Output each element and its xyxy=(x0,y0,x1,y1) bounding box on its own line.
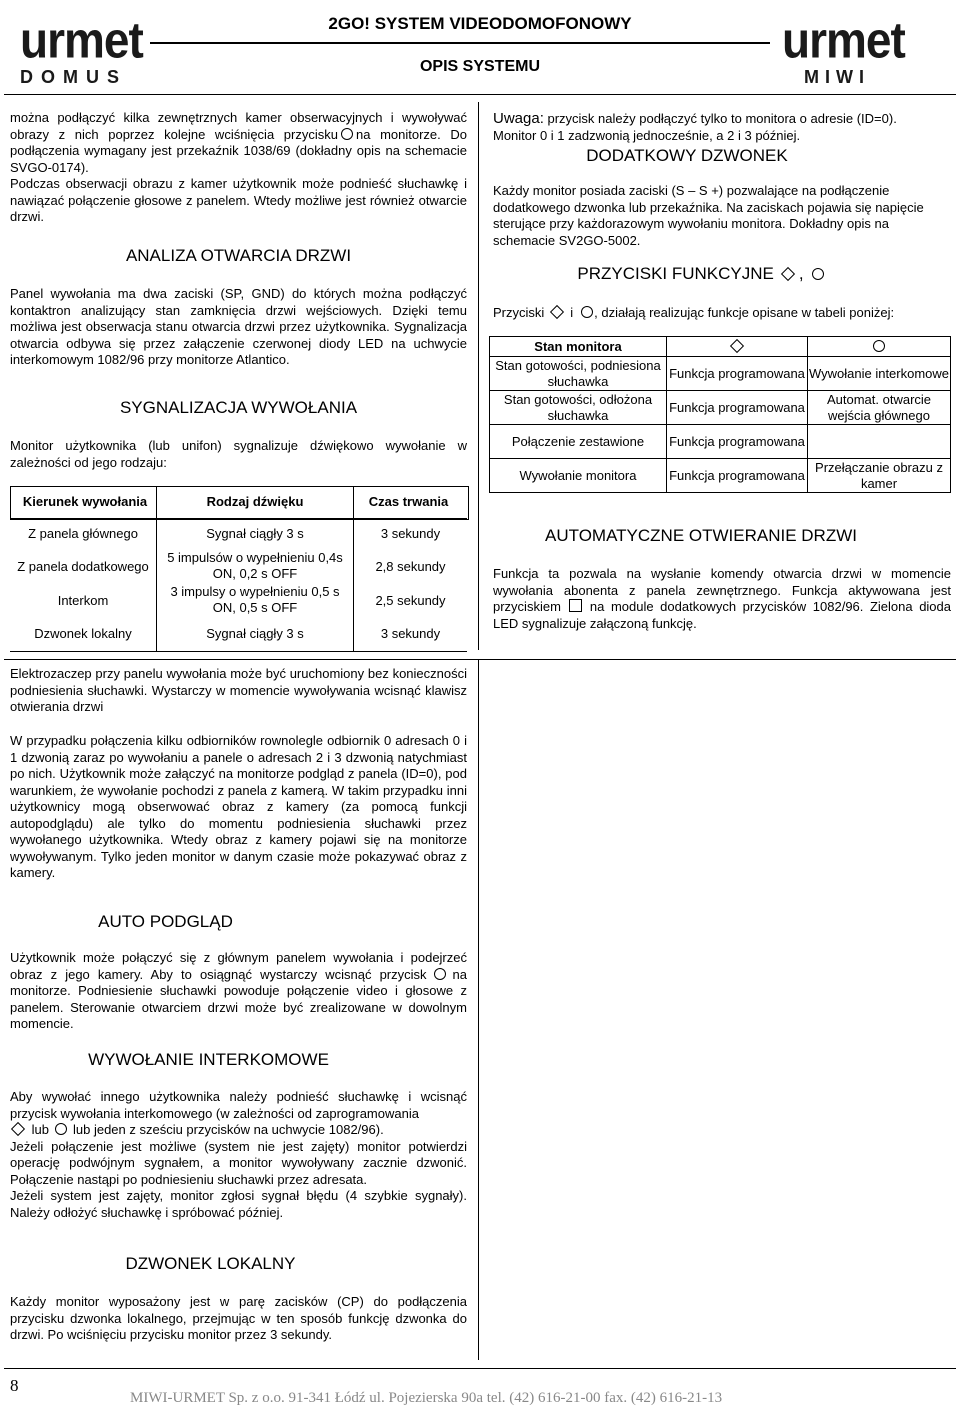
circle-button-icon xyxy=(812,268,824,280)
auto-paragraph xyxy=(10,950,467,1033)
uwaga-label: Uwaga: xyxy=(493,110,544,127)
elektro-text: Elektrozaczep przy panelu wywołania może być uruchomiony bez konieczności podniesienia słuchawki. Wystarczy w momencie wywoływania wcisnąć klawisz otwierania drzwi xyxy=(10,666,467,714)
circle-button-icon xyxy=(581,306,593,318)
sig-row1-col3: 3 sekundy xyxy=(380,526,441,541)
column-divider xyxy=(478,102,479,650)
heading-dzwonek xyxy=(10,1254,467,1274)
sig-row2-col3: 2,8 sekundy xyxy=(375,559,446,574)
sig-header-czas: Czas trwania xyxy=(368,494,449,509)
fn-row1-diamond: Funkcja programowana xyxy=(667,357,808,391)
fn-row3-circle xyxy=(808,425,951,459)
heading-interkom xyxy=(10,1050,467,1070)
auto-text-1: Użytkownik może połączyć się z głównym panelem wywołania i podejrzeć obraz z jego kamery. Aby to osiągnąć wystarczy wcisnąć przycisk xyxy=(10,950,467,982)
fn-row4-stan: Wywołanie monitora xyxy=(490,459,667,493)
page-subtitle: OPIS SYSTEMU xyxy=(419,58,541,75)
sig-row2-col2: 5 impulsów o wypełnieniu 0,4s ON, 0,2 s OFF xyxy=(167,550,343,581)
logo-left-sub: DOMUS xyxy=(20,67,127,87)
heading-auto-text: AUTO PODGLĄD xyxy=(98,912,233,931)
fn-row2-stan: Stan gotowości, odłożona słuchawka xyxy=(490,391,667,425)
przyciski-text-a: Przyciski xyxy=(493,305,545,320)
sig-rule xyxy=(10,518,467,519)
intro-paragraph xyxy=(10,110,467,226)
przyciski-i: i xyxy=(570,305,574,320)
intro-text-1: można podłączyć kilka zewnętrznych kamer obserwacyjnych i wywoływać obrazy z nich poprzez kolejne wciśnięcia przycisku xyxy=(10,110,467,142)
fn-header-stan: Stan monitora xyxy=(490,337,667,357)
heading-dodatkowy-text: DODATKOWY DZWONEK xyxy=(586,146,788,165)
footer-divider xyxy=(4,1368,956,1369)
automat-paragraph xyxy=(493,566,951,632)
inter-text-4: Jeżeli system jest zajęty, monitor zgłosi sygnał błędu (4 szybkie sygnały). Należy odłożyć słuchawkę i spróbować później. xyxy=(10,1188,467,1220)
function-table xyxy=(489,336,951,493)
fn-row4-diamond: Funkcja programowana xyxy=(667,459,808,493)
header-rule xyxy=(150,42,770,44)
dzwonek-text: Każdy monitor wyposażony jest w parę zacisków (CP) do podłączenia przycisku dzwonka lokalnego, przejmując w ten sposób funkcję dzwonka do drzwi. Po wciśnięciu przycisku monitor przez 3 sekundy. xyxy=(10,1294,467,1342)
fn-header-diamond xyxy=(667,337,808,357)
fn-row1-stan: Stan gotowości, podniesiona słuchawka xyxy=(490,357,667,391)
uwaga-paragraph xyxy=(493,111,951,144)
header-divider xyxy=(4,94,956,95)
heading-dodatkowy xyxy=(493,146,951,166)
diamond-button-icon xyxy=(550,305,564,319)
auto-text-2: na monitorze. Podniesienie słuchawki powoduje połączenie video i głosowe z panelem. Sterowanie otwarciem drzwi może być zrealizowane w dowolnym momencie. xyxy=(10,966,467,1031)
intro-text-3: Podczas obserwacji obrazu z kamer użytkownik może podnieść słuchawkę i nawiązać połączenie głosowe z panelem. Wtedy możliwe jest również otwarcie drzwi. xyxy=(10,176,467,224)
circle-button-icon xyxy=(873,340,885,352)
sig-header-rodzaj: Rodzaj dźwięku xyxy=(206,494,304,509)
fn-row4-circle: Przełączanie obrazu z kamer xyxy=(808,459,951,493)
urmet-miwi-logo xyxy=(782,11,905,88)
sig-row3-col2: 3 impulsy o wypełnieniu 0,5 s ON, 0,5 s OFF xyxy=(170,584,340,615)
square-button-icon xyxy=(569,599,582,612)
sig-row1-col1: Z panela głównego xyxy=(28,526,138,541)
circle-button-icon xyxy=(434,968,446,980)
heading-przyciski-text: PRZYCISKI FUNKCYJNE xyxy=(577,264,774,283)
column-divider-lower xyxy=(478,660,479,1360)
przyciski-text-b: , działają realizując funkcje opisane w tabeli poniżej: xyxy=(594,305,895,320)
sig-row3-col3: 2,5 sekundy xyxy=(375,593,446,608)
logo-right-word: urmet xyxy=(782,11,905,69)
heading-przyciski xyxy=(493,264,951,284)
sig-row2-col1: Z panela dodatkowego xyxy=(17,559,149,574)
heading-analiza: ANALIZA OTWARCIA DRZWI xyxy=(125,246,352,265)
sig-row3-col1: Interkom xyxy=(57,593,109,608)
sig-row4-col2: Sygnał ciągły 3 s xyxy=(206,626,304,641)
fn-row3-stan: Połączenie zestawione xyxy=(490,425,667,459)
sig-rule-bottom xyxy=(10,651,467,652)
mid-divider xyxy=(4,659,956,660)
automat-text-2: na module dodatkowych przycisków 1082/96. Zielona dioda LED sygnalizuje załączoną funkcję. xyxy=(493,599,951,631)
dodatkowy-paragraph xyxy=(493,183,951,249)
przyciski-paragraph xyxy=(493,305,951,322)
circle-button-icon xyxy=(55,1123,67,1135)
analiza-text: Panel wywołania ma dwa zaciski (SP, GND) do których można podłączyć kontaktron analizujący stan zamknięcia drzwi wejściowych. Dzięki temu możliwa jest obserwacja stanu otwarcia drzwi przez użytkownika. Sygnalizacja otwarcia odbywa się przez załączenie czerwonej diody LED na uchwycie interkomowym 1082/96 przy monitorze Atlantico. xyxy=(10,286,467,367)
diamond-button-icon xyxy=(730,338,744,352)
sygnal-paragraph xyxy=(10,438,467,471)
logo-left-word: urmet xyxy=(20,11,143,69)
analiza-paragraph xyxy=(10,286,467,369)
urmet-domus-logo xyxy=(20,11,143,88)
heading-interkom-text: WYWOŁANIE INTERKOMOWE xyxy=(88,1050,329,1069)
sig-row4-col1: Dzwonek lokalny xyxy=(34,626,132,641)
inter-text-2: lub jeden z sześciu przycisków na uchwycie 1082/96). xyxy=(72,1122,384,1137)
heading-automat-text: AUTOMATYCZNE OTWIERANIE DRZWI xyxy=(545,526,857,545)
inter-lub: lub xyxy=(31,1122,49,1137)
heading-sep: , xyxy=(798,264,804,283)
fn-row1-circle: Wywołanie interkomowe xyxy=(808,357,951,391)
intro-text-2: na monitorze. Do podłączenia wymagany jest przekaźnik 1038/69 (dokładny opis na schemacie SVGO-0174). xyxy=(10,126,467,175)
diamond-button-icon xyxy=(781,267,795,281)
przypadek-paragraph xyxy=(10,733,467,882)
footer-address: MIWI-URMET Sp. z o.o. 91-341 Łódź ul. Pojezierska 90a tel. (42) 616-21-00 fax. (42) 616-21-13 xyxy=(130,1390,723,1406)
sig-header-kierunek: Kierunek wywołania xyxy=(22,494,148,509)
heading-auto-podglad xyxy=(10,912,467,932)
page-title: 2GO! SYSTEM VIDEODOMOFONOWY xyxy=(328,14,632,33)
sig-row1-col2: Sygnał ciągły 3 s xyxy=(206,526,304,541)
inter-text-1: Aby wywołać innego użytkownika należy podnieść słuchawkę i wcisnąć przycisk wywołania interkomowego (w zależności od zaprogramowania xyxy=(10,1089,467,1121)
circle-button-icon xyxy=(341,128,353,140)
dodatkowy-text: Każdy monitor posiada zaciski (S – S +) pozwalające na podłączenie dodatkowego dzwonka lub przekaźnika. Na zaciskach pojawia się napięcie sterujące przy każdorazowym wywołaniu monitora. Dokładny opis na schemacie SV2GO-5002. xyxy=(493,183,924,248)
page-number: 8 xyxy=(10,1376,19,1395)
heading-automat xyxy=(493,526,951,546)
fn-row2-circle: Automat. otwarcie wejścia głównego xyxy=(808,391,951,425)
dzwonek-paragraph xyxy=(10,1294,467,1344)
uwaga-text: przycisk należy podłączyć tylko to monitora o adresie (ID=0). xyxy=(547,111,897,126)
heading-sygnalizacja: SYGNALIZACJA WYWOŁANIA xyxy=(119,398,358,417)
sig-row4-col3: 3 sekundy xyxy=(380,626,441,641)
elektro-paragraph xyxy=(10,666,467,716)
inter-text-3: Jeżeli połączenie jest możliwe (system nie jest zajęty) monitor potwierdzi operację podwójnym sygnałem, a monitor wywoływany zacznie dzwonić. Połączenie nastąpi po podniesieniu słuchawki przez adresata. xyxy=(10,1138,467,1187)
fn-row3-diamond: Funkcja programowana xyxy=(667,425,808,459)
logo-right-sub: MIWI xyxy=(804,67,870,87)
automat-text-1: Funkcja ta pozwala na wysłanie komendy otwarcia drzwi w momencie wywołania abonenta z panela zewnętrznego. Funkcja aktywowana jest przyciskiem xyxy=(493,566,951,614)
przypadek-text: W przypadku połączenia kilku odbiorników rownolegle odbiornik 0 adresach 0 i 1 dzwonią zaraz po wywołaniu a panele o adresach 2 i 3 dzwonią natychmiast po nich. Użytkownik może załączyć na monitorze podgląd z panela (ID=0), pod warunkiem, że wywołanie pochodzi z panela z kamerą. W takim przypadku inni użytkownicy mogą obserwować obraz z kamery (za pomocą funkcji autopodglądu) ale tylko do momentu podniesienia słuchawki przez wywołanego użytkownika. Wtedy obraz z kamery pojawi się na monitorze wywoływanym. Tylko jeden monitor w danym czasie może pokazywać obraz z kamery. xyxy=(10,733,467,880)
diamond-button-icon xyxy=(11,1122,25,1136)
sygnal-text: Monitor użytkownika (lub unifon) sygnalizuje dźwiękowo wywołanie w zależności od jego rodzaju: xyxy=(10,438,467,470)
inter-paragraph xyxy=(10,1089,467,1221)
heading-dzwonek-text: DZWONEK LOKALNY xyxy=(125,1254,296,1273)
fn-row2-diamond: Funkcja programowana xyxy=(667,391,808,425)
fn-header-circle xyxy=(808,337,951,357)
uwaga-text-2: Monitor 0 i 1 zadzwonią jednocześnie, a 2 i 3 później. xyxy=(493,127,801,143)
